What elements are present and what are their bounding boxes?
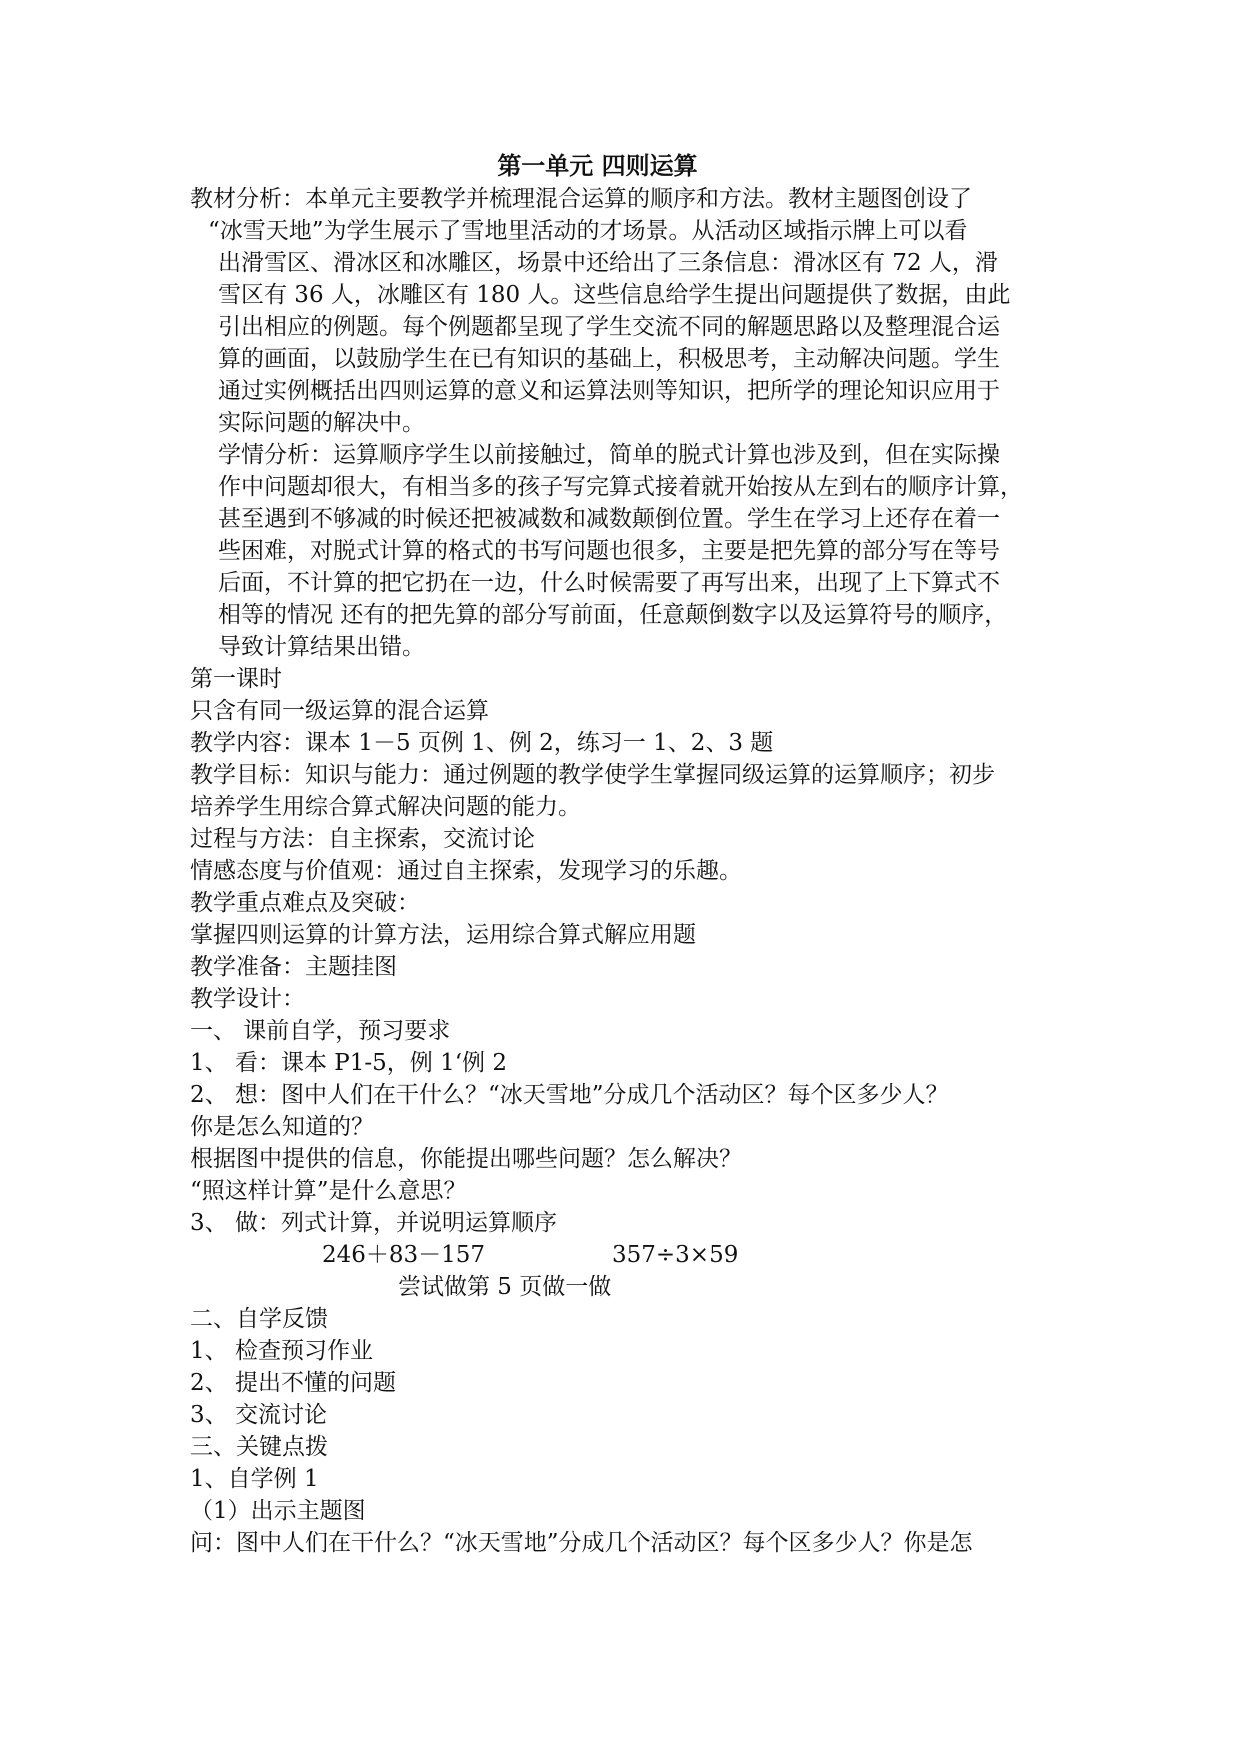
text-line: 情感态度与价值观：通过自主探索，发现学习的乐趣。 [190,858,742,884]
text-line: 教学设计： [190,986,305,1012]
exercise-try-it: 尝试做第 5 页做一做 [398,1274,612,1300]
text-line: 1、 看：课本 P1-5，例 1‘例 2 [190,1050,507,1076]
text-line: 导致计算结果出错。 [218,634,425,660]
text-line: 你是怎么知道的？ [190,1114,374,1140]
text-line: 后面，不计算的把它扔在一边，什么时候需要了再写出来，出现了上下算式不 [218,570,1000,596]
text-line: 教学目标：知识与能力：通过例题的教学使学生掌握同级运算的运算顺序；初步 [190,762,995,788]
exercise-expression-2: 357÷3×59 [612,1242,739,1268]
text-line: 3、 交流讨论 [190,1402,327,1428]
text-line: 教材分析：本单元主要教学并梳理混合运算的顺序和方法。教材主题图创设了 [190,186,972,212]
text-line: 过程与方法：自主探索，交流讨论 [190,826,535,852]
text-line: 根据图中提供的信息，你能提出哪些问题？怎么解决？ [190,1146,742,1172]
text-line: 作中问题却很大，有相当多的孩子写完算式接着就开始按从左到右的顺序计算， [218,474,1023,500]
text-line: 相等的情况 还有的把先算的部分写前面，任意颠倒数字以及运算符号的顺序， [218,602,1008,628]
text-line: 培养学生用综合算式解决问题的能力。 [190,794,581,820]
text-line: 学情分析：运算顺序学生以前接触过，简单的脱式计算也涉及到，但在实际操 [218,442,1000,468]
text-line: 实际问题的解决中。 [218,410,425,436]
text-line: 2、 提出不懂的问题 [190,1370,396,1396]
text-line: 算的画面，以鼓励学生在已有知识的基础上，积极思考，主动解决问题。学生 [218,346,1000,372]
text-line: 雪区有 36 人，冰雕区有 180 人。这些信息给学生提出问题提供了数据，由此 [218,282,1011,308]
text-line: “冰雪天地”为学生展示了雪地里活动的才场景。从活动区域指示牌上可以看 [208,218,968,244]
exercise-expression-1: 246＋83－157 [322,1242,486,1268]
text-line: 出滑雪区、滑冰区和冰雕区，场景中还给出了三条信息：滑冰区有 72 人，滑 [218,250,998,276]
text-line: 三、关键点拨 [190,1434,328,1460]
text-line: 1、 检查预习作业 [190,1338,373,1364]
text-line: （1）出示主题图 [190,1498,366,1524]
text-line: 教学重点难点及突破： [190,890,420,916]
text-line: 通过实例概括出四则运算的意义和运算法则等知识，把所学的理论知识应用于 [218,378,1000,404]
page-title: 第一单元 四则运算 [497,151,698,180]
text-line: 2、 想：图中人们在干什么？“冰天雪地”分成几个活动区？每个区多少人？ [190,1082,949,1108]
text-line: 教学内容：课本 1－5 页例 1、例 2，练习一 1、2、3 题 [190,730,774,756]
text-line: 3、 做：列式计算，并说明运算顺序 [190,1210,557,1236]
text-line: 掌握四则运算的计算方法，运用综合算式解应用题 [190,922,696,948]
text-line: 甚至遇到不够减的时候还把被减数和减数颠倒位置。学生在学习上还存在着一 [218,506,1000,532]
text-line: 引出相应的例题。每个例题都呈现了学生交流不同的解题思路以及整理混合运 [218,314,1000,340]
text-line: 些困难，对脱式计算的格式的书写问题也很多，主要是把先算的部分写在等号 [218,538,1000,564]
text-line: 只含有同一级运算的混合运算 [190,698,489,724]
text-line: 二、自学反馈 [190,1306,328,1332]
text-line: 教学准备：主题挂图 [190,954,397,980]
text-line: 一、 课前自学，预习要求 [190,1018,451,1044]
text-line: 第一课时 [190,666,282,692]
text-line: 问：图中人们在干什么？“冰天雪地”分成几个活动区？每个区多少人？你是怎 [190,1530,973,1556]
text-line: “照这样计算”是什么意思？ [190,1178,467,1204]
text-line: 1、自学例 1 [190,1466,319,1492]
